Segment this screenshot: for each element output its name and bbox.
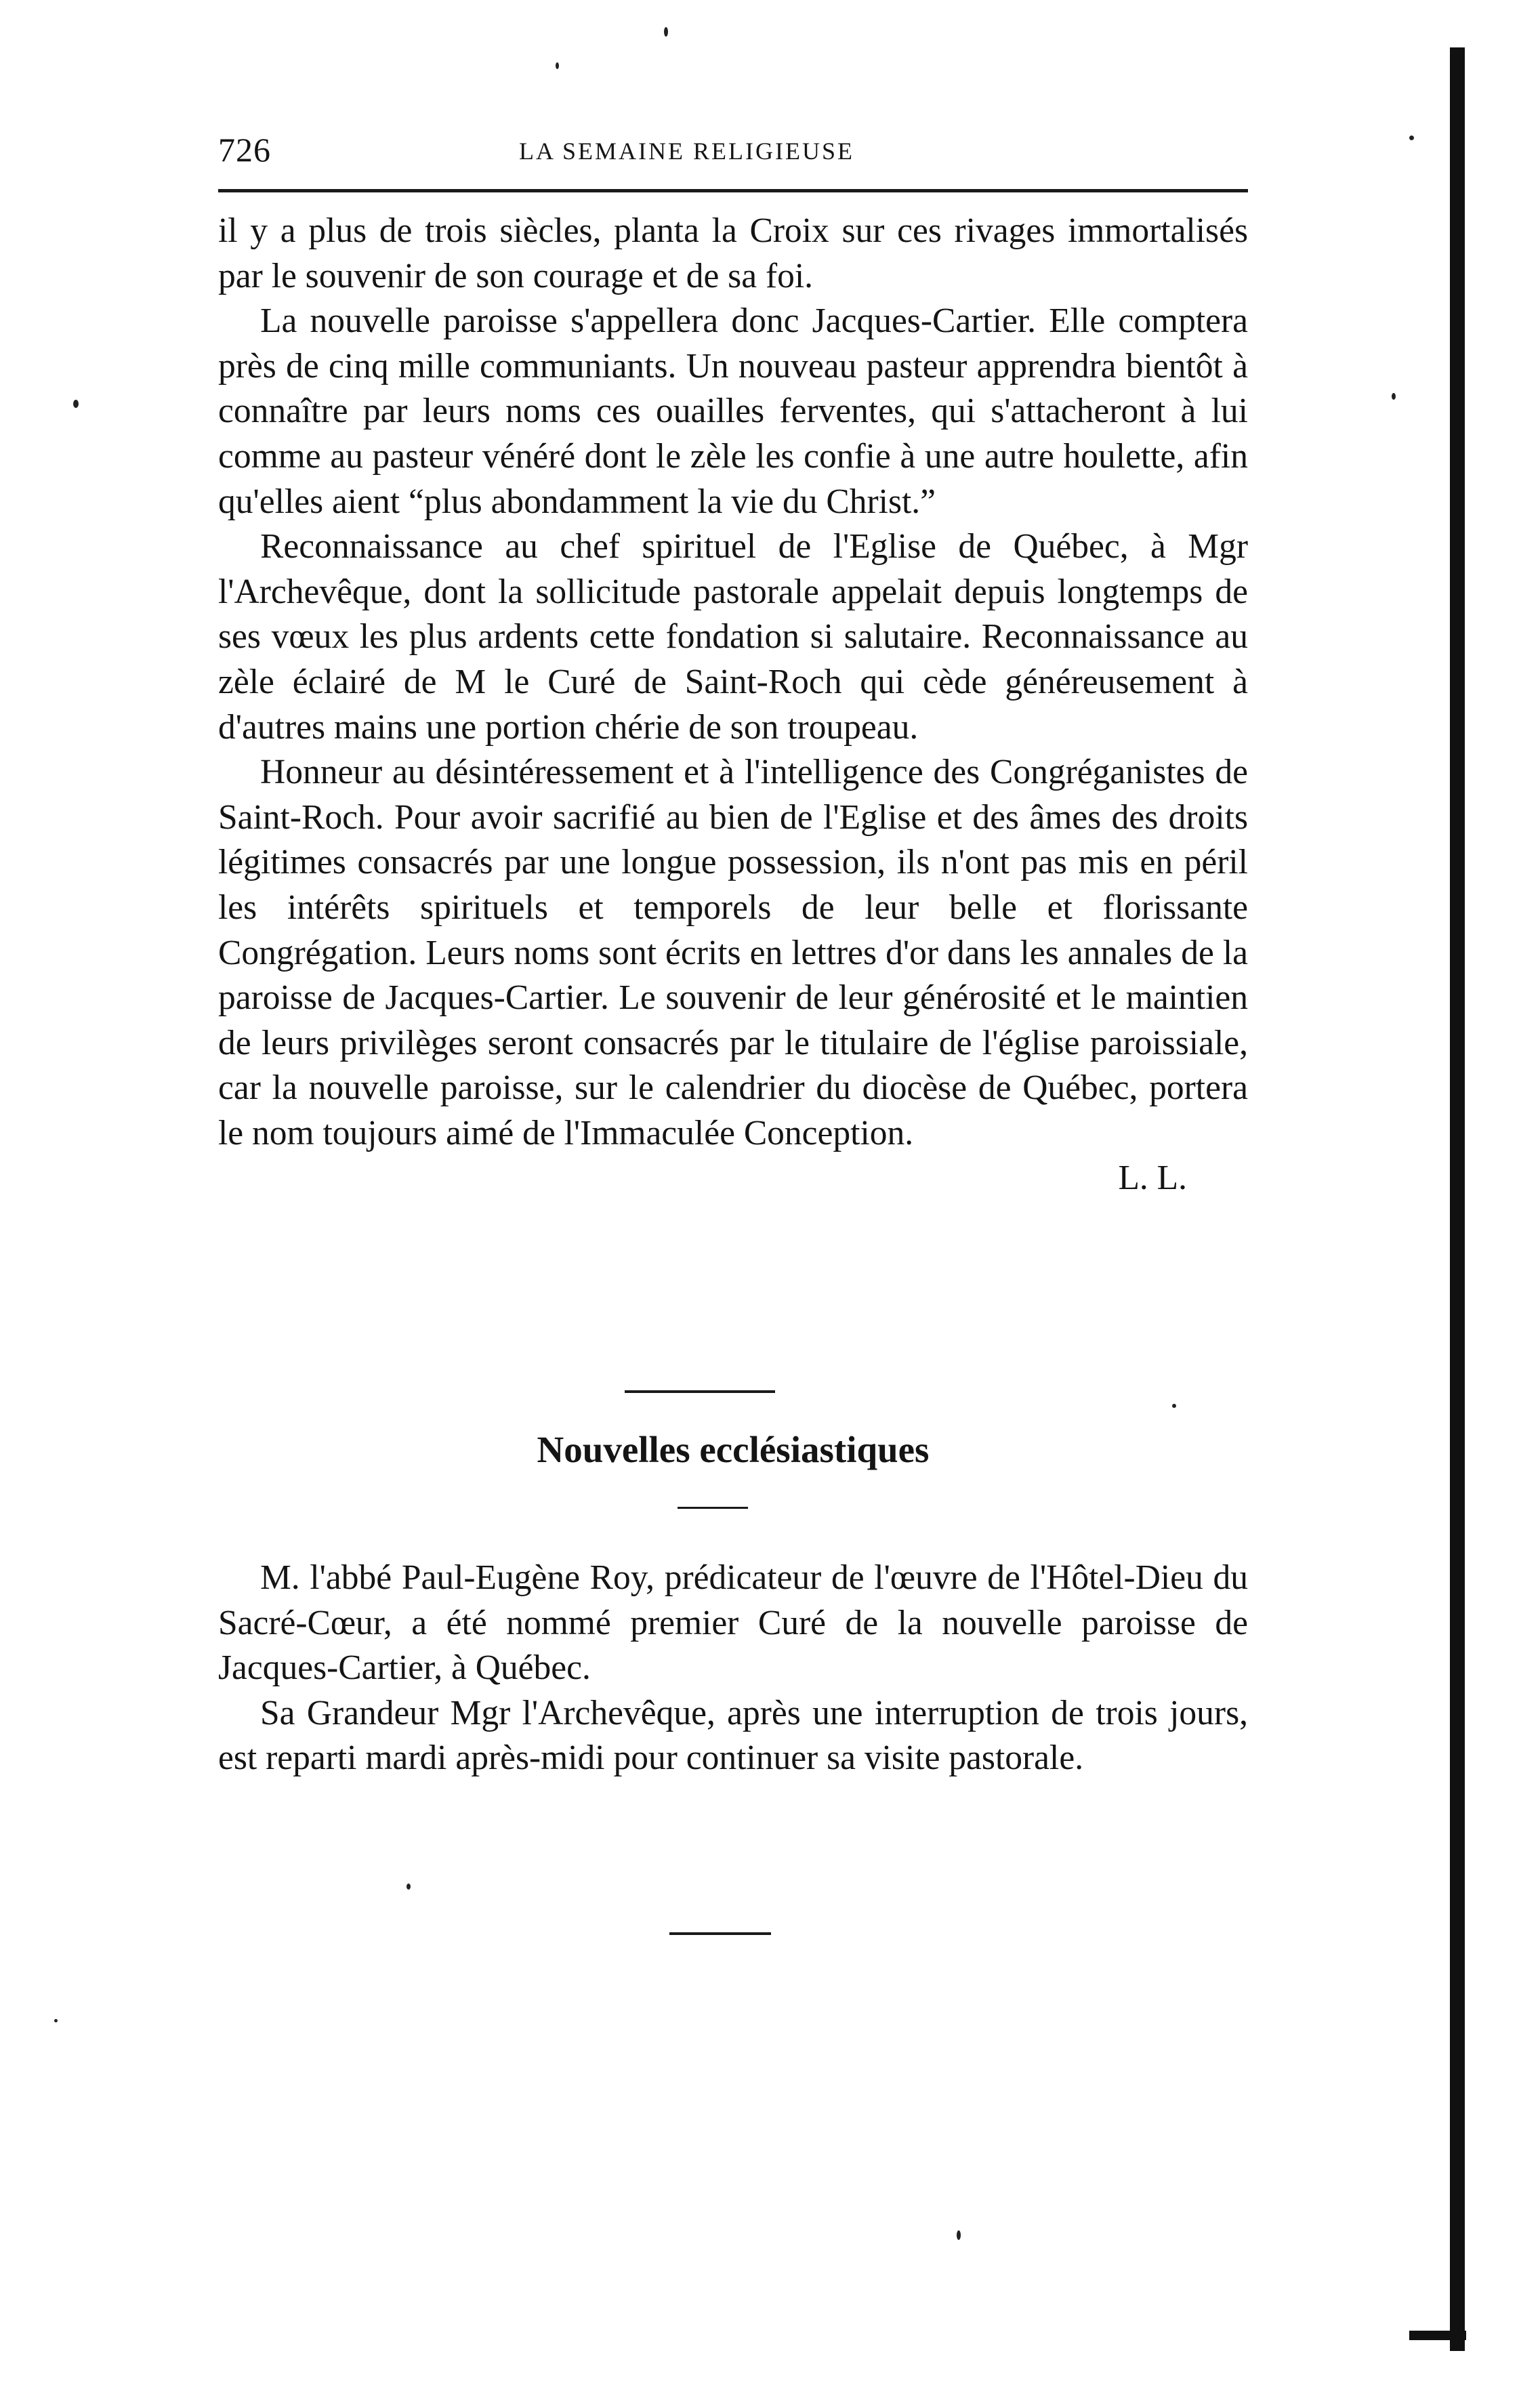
news-paragraph: Sa Grandeur Mgr l'Archevêque, après une interruption de trois jours, est reparti mardi après-midi pour continuer sa visite pastorale. (218, 1693, 1248, 1778)
section-divider (625, 1390, 775, 1393)
article-body (218, 209, 1248, 1201)
header-rule (218, 189, 1248, 192)
end-divider (669, 1932, 771, 1935)
scan-speck (1409, 136, 1414, 140)
article-signature: L. L. (1118, 1159, 1187, 1198)
scan-speck (54, 2019, 58, 2022)
section-title: Nouvelles ecclésiastiques (537, 1429, 930, 1470)
scan-speck (556, 62, 559, 69)
page-number: 726 (218, 131, 271, 169)
page-header (218, 130, 1248, 178)
running-head: LA SEMAINE RELIGIEUSE (519, 138, 854, 165)
news-body (218, 1556, 1248, 1781)
article-paragraph: Honneur au désintéressement et à l'intelligence des Congréganistes de Saint-Roch. Pour avoir sacrifié au bien de l'Eglise et des âmes des droits légitimes consacrés par une longue possession, ils n'ont pas mis en péril les intérêts spirituels et temporels de leur belle et florissante Congrégation. Leurs noms sont écrits en lettres d'or dans les annales de la paroisse de Jacques-Cartier. Le souvenir de leur générosité et le maintien de leurs privilèges seront consacrés par le titulaire de l'église paroissiale, car la nouvelle paroisse, sur le calendrier du diocèse de Québec, portera le nom toujours aimé de l'Immaculée Conception. (218, 753, 1248, 1152)
scan-speck (957, 2230, 961, 2240)
title-dash (678, 1507, 748, 1509)
binding-edge (1450, 47, 1465, 2351)
scan-speck (407, 1884, 411, 1890)
scan-speck (73, 400, 79, 408)
scan-speck (1172, 1404, 1176, 1408)
scan-speck (664, 27, 668, 37)
article-paragraph: La nouvelle paroisse s'appellera donc Jacques-Cartier. Elle comptera près de cinq mille communiants. Un nouveau pasteur apprendra bientôt à connaître par leurs noms ces ouailles ferventes, qui s'attacheront à lui comme au pasteur vénéré dont le zèle les confie à une autre houlette, afin qu'elles aient “plus abondamment la vie du Christ.” (218, 301, 1248, 521)
scan-speck (1392, 393, 1396, 400)
news-paragraph: M. l'abbé Paul-Eugène Roy, prédicateur de l'œuvre de l'Hôtel-Dieu du Sacré-Cœur, a été nommé premier Curé de la nouvelle paroisse de Jacques-Cartier, à Québec. (218, 1558, 1248, 1688)
article-paragraph: Reconnaissance au chef spirituel de l'Eglise de Québec, à Mgr l'Archevêque, dont la sollicitude pastorale appelait depuis longtemps de ses vœux les plus ardents cette fondation si salutaire. Reconnaissance au zèle éclairé de M le Curé de Saint-Roch qui cède généreusement à d'autres mains une portion chérie de son troupeau. (218, 527, 1248, 747)
binding-foot (1409, 2331, 1466, 2340)
article-paragraph: il y a plus de trois siècles, planta la Croix sur ces rivages immortalisés par le souvenir de son courage et de sa foi. (218, 211, 1248, 295)
